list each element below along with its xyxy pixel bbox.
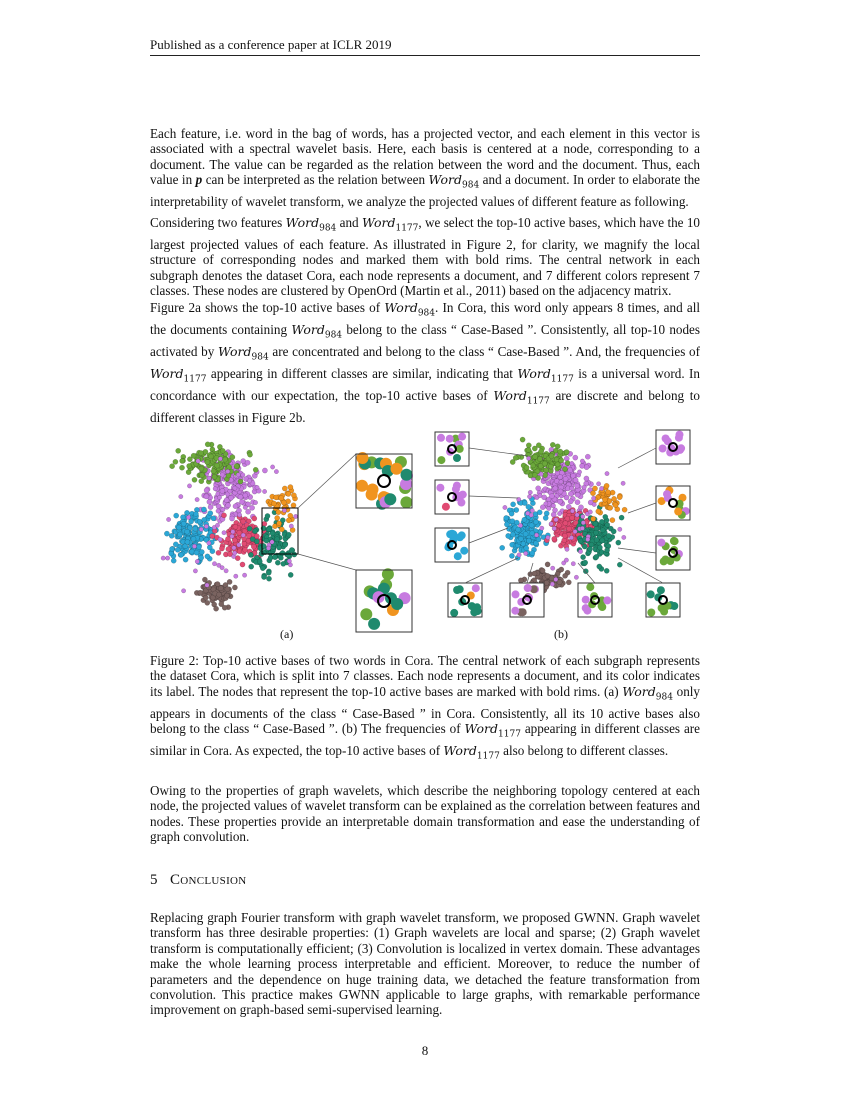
subfigure-label-b: (b): [554, 627, 568, 641]
page-number: 8: [421, 1043, 429, 1058]
section-number: 5: [150, 872, 158, 888]
section-title: Conclusion: [169, 872, 247, 888]
paragraph-4: Owing to the properties of graph wavelets, which describe the neighboring topology centered at each node, the projected values of wavelet transform can be explained as the correlation between features and nodes. These properties provide an interpretable domain transformation and ease the understanding of graph convolution.: [150, 783, 700, 845]
figure-2: [148, 428, 704, 643]
header-rule: [150, 55, 700, 56]
figure-caption: Figure 2: Top-10 active bases of two words in Cora. The central network of each subgraph represents the dataset Cora, which is split into 7 classes. Each node represents a document, and its color indicates its label. The nodes that represent the top-10 active bases are marked with bold rims. (a) Word$_{984}$ only appears in documents of the class “ Case-Based ” in Cora. Consistently, all its 10 active bases also belong to the class “ Case-Based ”. (b) The frequencies of Word$_{1177}$ appearing in different classes are similar in Cora. As expected, the top-10 active bases of Word$_{1177}$ also belong to different classes.: [150, 653, 700, 762]
paragraph-3: Figure 2a shows the top-10 active bases of Word$_{984}$. In Cora, this word only appears 8 times, and all the documents containing Word$_{984}$ belong to the class “ Case-Based ”. Consistently, all top-10 nodes activated by Word$_{984}$ are concentrated and belong to the class “ Case-Based ”. And, the frequencies of Word$_{1177}$ appearing in different classes are similar, indicating that Word$_{1177}$ is a universal word. In concordance with our expectation, the top-10 active bases of Word$_{1177}$ are discrete and belong to different classes in Figure 2b.: [150, 300, 700, 425]
running-header: Published as a conference paper at ICLR 2019: [150, 37, 392, 52]
paragraph-2: Considering two features Word$_{984}$ and Word$_{1177}$, we select the top-10 active bases, which have the 10 largest projected values of each feature. As illustrated in Figure 2, for clarity, we magnify the local structure of corresponding nodes and marked them with bold rims. The central network in each subgraph denotes the dataset Cora, each node represents a document, and 7 different colors represent 7 classes. These nodes are clustered by OpenOrd (Martin et al., 2011) based on the adjacency matrix.: [150, 215, 700, 299]
figure-2-graphic: [148, 428, 704, 643]
section-heading: [150, 872, 247, 889]
paragraph-5: Replacing graph Fourier transform with graph wavelet transform, we proposed GWNN. Graph wavelet transform has three desirable properties: (1) Graph wavelets are local and sparse; (2) Graph wavelet transform is computationally efficient; (3) Convolution is localized in vertex domain. These advantages make the whole learning process interpretable and efficient. Moreover, to reduce the number of parameters and the dependence on huge training data, we detached the feature transformation from convolution. This practice makes GWNN applicable to large graphs, with remarkable performance improvement on graph-based semi-supervised learning.: [150, 910, 700, 1018]
subfigure-label-a: (a): [280, 627, 294, 641]
paragraph-1: Each feature, i.e. word in the bag of words, has a projected vector, and each element in this vector is associated with a spectral wavelet basis. Here, each basis is centered at a node, corresponding to a document. The value can be regarded as the relation between the word and the document. Thus, each value in p can be interpreted as the relation between Word$_{984}$ and a document. In order to elaborate the interpretability of wavelet transform, we analyze the projected values of different feature as following.: [150, 126, 700, 210]
